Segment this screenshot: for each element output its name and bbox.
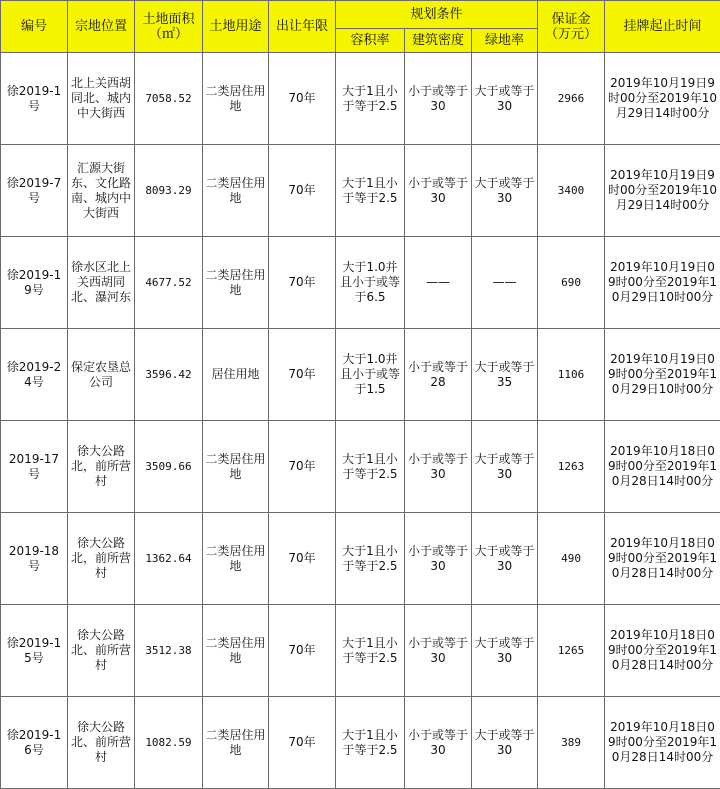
cell-density: 小于或等于30 xyxy=(405,53,472,145)
table-row xyxy=(1,53,720,145)
cell-green: 大于或等于30 xyxy=(472,697,538,789)
cell-far: 大于1且小于等于2.5 xyxy=(336,421,405,513)
header-far: 容积率 xyxy=(336,29,405,53)
cell-location: 徐大公路北、前所营村 xyxy=(68,697,135,789)
cell-time: 2019年10月19日09时00分至2019年10月29日10时00分 xyxy=(605,329,720,421)
cell-code: 徐2019-16号 xyxy=(1,697,68,789)
cell-green: 大于或等于30 xyxy=(472,421,538,513)
header-green: 绿地率 xyxy=(472,29,538,53)
cell-green: 大于或等于35 xyxy=(472,329,538,421)
table-row xyxy=(1,605,720,697)
cell-deposit: 490 xyxy=(538,513,605,605)
table-row xyxy=(1,145,720,237)
cell-deposit: 2966 xyxy=(538,53,605,145)
cell-area: 1082.59 xyxy=(135,697,203,789)
cell-code: 徐2019-1号 xyxy=(1,53,68,145)
cell-use: 居住用地 xyxy=(203,329,269,421)
cell-time: 2019年10月19日09时00分至2019年10月29日10时00分 xyxy=(605,237,720,329)
cell-use: 二类居住用地 xyxy=(203,145,269,237)
cell-deposit: 690 xyxy=(538,237,605,329)
cell-far: 大于1.0并且小于或等于1.5 xyxy=(336,329,405,421)
cell-use: 二类居住用地 xyxy=(203,513,269,605)
cell-time: 2019年10月19日9时00分至2019年10月29日14时00分 xyxy=(605,145,720,237)
cell-density: 小于或等于30 xyxy=(405,145,472,237)
cell-green: 大于或等于30 xyxy=(472,513,538,605)
cell-code: 徐2019-24号 xyxy=(1,329,68,421)
cell-deposit: 389 xyxy=(538,697,605,789)
header-time: 挂牌起止时间 xyxy=(605,1,720,53)
cell-term: 70年 xyxy=(269,145,336,237)
cell-use: 二类居住用地 xyxy=(203,697,269,789)
cell-use: 二类居住用地 xyxy=(203,53,269,145)
cell-green: 大于或等于30 xyxy=(472,605,538,697)
cell-location: 汇源大街东、文化路南、城内中大街西 xyxy=(68,145,135,237)
cell-term: 70年 xyxy=(269,53,336,145)
cell-area: 3596.42 xyxy=(135,329,203,421)
cell-code: 徐2019-19号 xyxy=(1,237,68,329)
cell-term: 70年 xyxy=(269,697,336,789)
cell-code: 2019-18号 xyxy=(1,513,68,605)
cell-time: 2019年10月18日09时00分至2019年10月28日14时00分 xyxy=(605,605,720,697)
cell-location: 徐大公路北、前所营村 xyxy=(68,605,135,697)
cell-term: 70年 xyxy=(269,237,336,329)
cell-area: 4677.52 xyxy=(135,237,203,329)
cell-location: 徐大公路北，前所营村 xyxy=(68,513,135,605)
cell-code: 徐2019-7号 xyxy=(1,145,68,237)
header-density: 建筑密度 xyxy=(405,29,472,53)
cell-use: 二类居住用地 xyxy=(203,237,269,329)
cell-term: 70年 xyxy=(269,421,336,513)
cell-density: 小于或等于30 xyxy=(405,421,472,513)
cell-far: 大于1且小于等于2.5 xyxy=(336,145,405,237)
cell-green: 大于或等于30 xyxy=(472,145,538,237)
cell-deposit: 1106 xyxy=(538,329,605,421)
cell-deposit: 1263 xyxy=(538,421,605,513)
cell-density: 小于或等于30 xyxy=(405,513,472,605)
cell-area: 3509.66 xyxy=(135,421,203,513)
cell-code: 2019-17号 xyxy=(1,421,68,513)
cell-green: —— xyxy=(472,237,538,329)
cell-location: 徐大公路北，前所营村 xyxy=(68,421,135,513)
cell-location: 保定农垦总公司 xyxy=(68,329,135,421)
cell-time: 2019年10月19日9时00分至2019年10月29日14时00分 xyxy=(605,53,720,145)
cell-use: 二类居住用地 xyxy=(203,421,269,513)
cell-location: 北上关西胡同北、城内中大街西 xyxy=(68,53,135,145)
cell-location: 徐水区北上关西胡同北、瀑河东 xyxy=(68,237,135,329)
cell-area: 7058.52 xyxy=(135,53,203,145)
table-row xyxy=(1,421,720,513)
table-row xyxy=(1,513,720,605)
cell-density: —— xyxy=(405,237,472,329)
cell-term: 70年 xyxy=(269,329,336,421)
cell-density: 小于或等于30 xyxy=(405,605,472,697)
cell-deposit: 1265 xyxy=(538,605,605,697)
cell-far: 大于1且小于等于2.5 xyxy=(336,513,405,605)
header-term: 出让年限 xyxy=(269,1,336,53)
cell-time: 2019年10月18日09时00分至2019年10月28日14时00分 xyxy=(605,513,720,605)
cell-far: 大于1且小于等于2.5 xyxy=(336,605,405,697)
cell-area: 8093.29 xyxy=(135,145,203,237)
header-location: 宗地位置 xyxy=(68,1,135,53)
table-row xyxy=(1,237,720,329)
table-row xyxy=(1,697,720,789)
header-deposit: 保证金 （万元） xyxy=(538,1,605,53)
cell-density: 小于或等于28 xyxy=(405,329,472,421)
cell-density: 小于或等于30 xyxy=(405,697,472,789)
header-use: 土地用途 xyxy=(203,1,269,53)
table-row xyxy=(1,329,720,421)
cell-area: 1362.64 xyxy=(135,513,203,605)
cell-far: 大于1.0并且小于或等于6.5 xyxy=(336,237,405,329)
cell-time: 2019年10月18日09时00分至2019年10月28日14时00分 xyxy=(605,697,720,789)
cell-use: 二类居住用地 xyxy=(203,605,269,697)
cell-far: 大于1且小于等于2.5 xyxy=(336,53,405,145)
header-area: 土地面积 （㎡） xyxy=(135,1,203,53)
cell-term: 70年 xyxy=(269,605,336,697)
cell-deposit: 3400 xyxy=(538,145,605,237)
header-code: 编号 xyxy=(1,1,68,53)
header-plan: 规划条件 xyxy=(336,1,538,29)
cell-far: 大于1且小于等于2.5 xyxy=(336,697,405,789)
cell-area: 3512.38 xyxy=(135,605,203,697)
cell-code: 徐2019-15号 xyxy=(1,605,68,697)
cell-time: 2019年10月18日09时00分至2019年10月28日14时00分 xyxy=(605,421,720,513)
cell-term: 70年 xyxy=(269,513,336,605)
cell-green: 大于或等于30 xyxy=(472,53,538,145)
